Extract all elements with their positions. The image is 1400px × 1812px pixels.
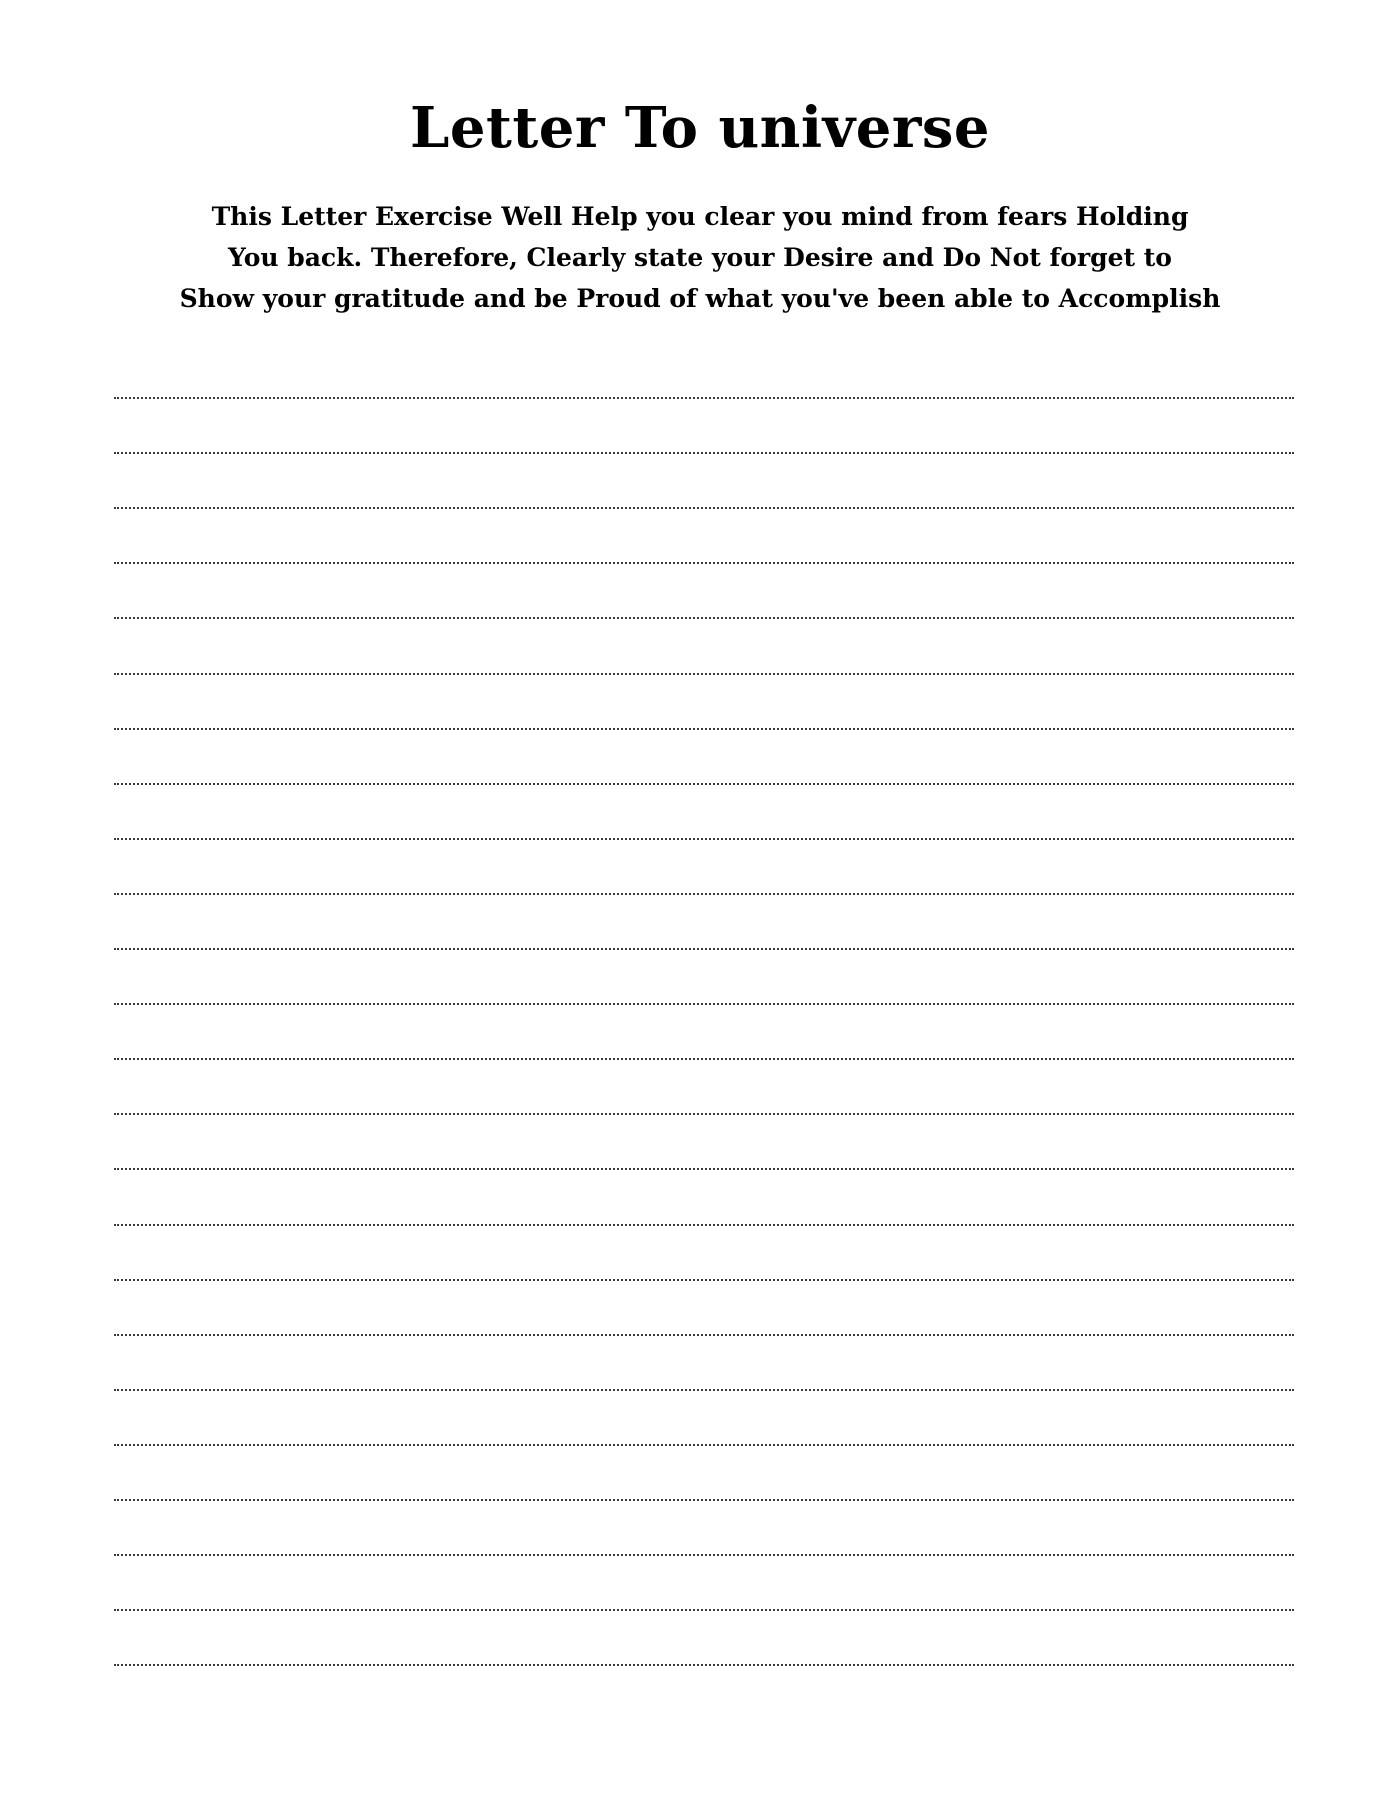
- writing-line[interactable]: [114, 1389, 1294, 1391]
- writing-line[interactable]: [114, 893, 1294, 895]
- writing-line[interactable]: [114, 507, 1294, 509]
- page-title: Letter To universe: [410, 95, 990, 161]
- writing-line[interactable]: [114, 1334, 1294, 1336]
- writing-line[interactable]: [114, 1058, 1294, 1060]
- writing-line[interactable]: [114, 1554, 1294, 1556]
- writing-line[interactable]: [114, 1444, 1294, 1446]
- instruction-line-1: This Letter Exercise Well Help you clear you mind from fears Holding: [211, 202, 1189, 231]
- writing-line[interactable]: [114, 948, 1294, 950]
- writing-line[interactable]: [114, 1609, 1294, 1611]
- writing-line[interactable]: [114, 783, 1294, 785]
- writing-line[interactable]: [114, 1664, 1294, 1666]
- instruction-line-2: You back. Therefore, Clearly state your Desire and Do Not forget to: [228, 243, 1172, 272]
- writing-line[interactable]: [114, 1279, 1294, 1281]
- writing-line[interactable]: [114, 397, 1294, 399]
- writing-line[interactable]: [114, 562, 1294, 564]
- writing-area[interactable]: [114, 0, 1294, 1812]
- writing-line[interactable]: [114, 728, 1294, 730]
- writing-line[interactable]: [114, 673, 1294, 675]
- writing-line[interactable]: [114, 1168, 1294, 1170]
- writing-line[interactable]: [114, 1003, 1294, 1005]
- writing-line[interactable]: [114, 1113, 1294, 1115]
- writing-line[interactable]: [114, 838, 1294, 840]
- instruction-line-3: Show your gratitude and be Proud of what you've been able to Accomplish: [179, 284, 1221, 313]
- writing-line[interactable]: [114, 1224, 1294, 1226]
- writing-line[interactable]: [114, 617, 1294, 619]
- writing-line[interactable]: [114, 1499, 1294, 1501]
- writing-line[interactable]: [114, 452, 1294, 454]
